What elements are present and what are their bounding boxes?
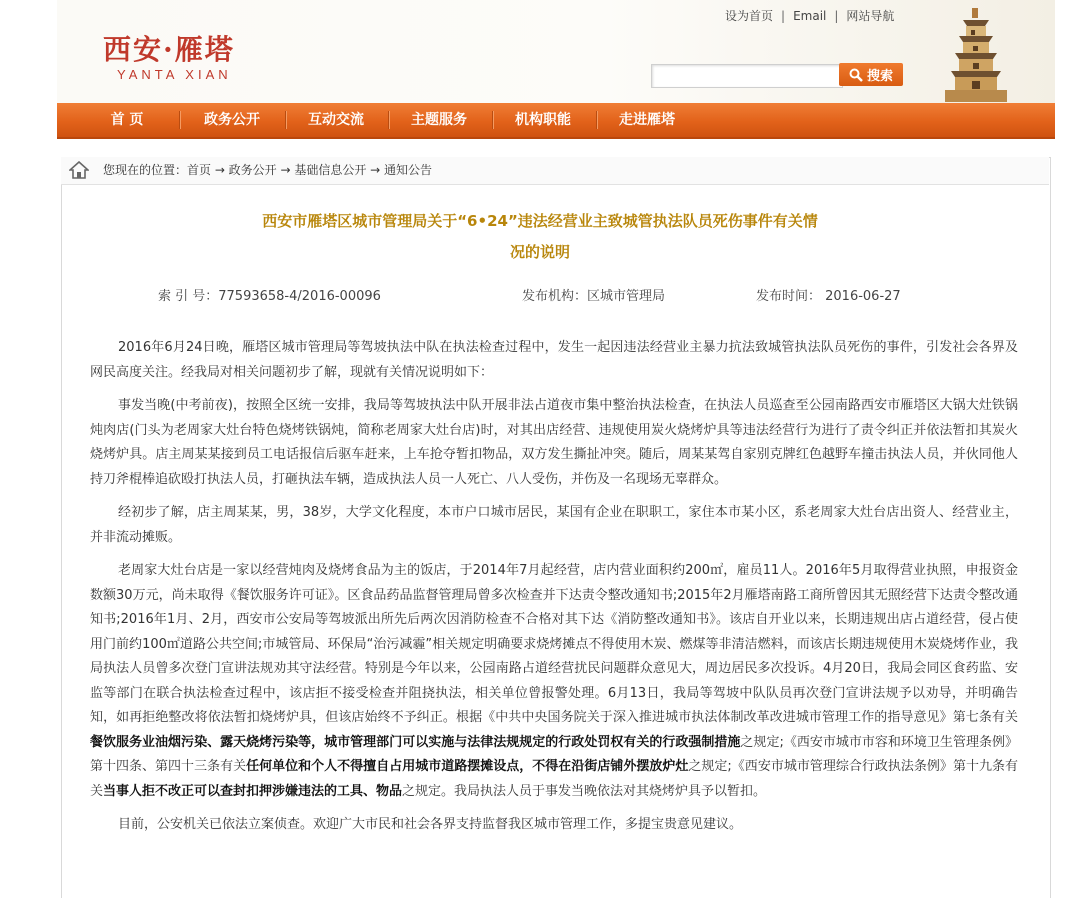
article-paragraph: 目前，公安机关已依法立案侦查。欢迎广大市民和社会各界支持监督我区城市管理工作，多提宝贵意见建议。: [118, 817, 743, 832]
search-button[interactable]: [839, 63, 903, 86]
bold-excerpt: 当事人拒不改正可以查封扣押涉嫌违法的工具、物品: [103, 783, 403, 799]
article-paragraph: 2016年6月24日晚，雁塔区城市管理局等驾坡执法中队在执法检查过程中，发生一起因违法经营业主暴力抗法致城管执法队员死伤的事件，引发社会各界及网民高度关注。经我局对相关问题初步了解，现就有关情况说明如下：: [90, 340, 1018, 380]
search-icon: [849, 68, 863, 82]
nav-services[interactable]: 主题服务: [411, 112, 467, 128]
article-title: [150, 206, 930, 268]
top-links: 设为首页 | Email | 网站导航: [725, 9, 895, 23]
article-body: [90, 336, 1018, 847]
article-paragraph: 事发当晚(中考前夜)，按照全区统一安排，我局等驾坡执法中队开展非法占道夜市集中整治执法检查，在执法人员巡查至公园南路西安市雁塔区大锅大灶铁锅炖肉店(门头为老周家大灶台特色烧烤铁锅炖，简称老周家大灶台店)时，对其出店经营、违规使用炭火烧烤炉具等违法经营行为进行了责令纠正并依法暂扣其炭火烧烤炉具。店主周某某接到员工电话报信后驱车赶来，上车抢夺暂扣物品，双方发生撕扯冲突。随后，周某某驾自家别克牌红色越野车撞击执法人员，并伙同他人持刀斧棍棒追砍殴打执法人员，打砸执法车辆，造成执法人员一人死亡、八人受伤，并伤及一名现场无辜群众。: [90, 398, 1018, 487]
search-button-label: 搜索: [866, 69, 893, 84]
paragraph-text: 老周家大灶台店是一家以经营炖肉及烧烤食品为主的饭店，于2014年7月起经营，店内营业面积约200㎡，雇员11人。2016年5月取得营业执照，申报资金数额30万元，尚未取得《餐饮服务许可证》。区食品药品监督管理局曾多次检查并下达责令整改通知书;2015年2月雁塔南路工商所曾因其无照经营下达责令整改通知书;2016年1月、2月，西安市公安局等驾坡派出所先后两次因消防检查不合格对其下达《消防整改通知书》。该店自开业以来，长期违规出店占道经营，侵占使用门前约100㎡道路公共空间;市城管局、环保局“治污减霾”相关规定明确要求烧烤摊点不得使用木炭、燃煤等非清洁燃料，而该店长期违规使用木炭烧烤作业，我局执法人员曾多次登门宣讲法规劝其守法经营。特别是今年以来，公园南路占道经营扰民问题群众意见大，周边居民多次投诉。4月20日，我局会同区食药监、安监等部门在联合执法检查过程中，该店拒不接受检查并阻挠执法，相关单位曾报警处理。6月13日，我局等驾坡中队队员再次登门宣讲法规予以劝导，并明确告知，如再拒绝整改将依法暂扣烧烤炉具，但该店始终不予纠正。根据《中共中央国务院关于深入推进城市执法体制改革改进城市管理工作的指导意见》第七条有关: [90, 563, 1018, 725]
paragraph-text: 之规定;《西安市城市管理综合行政执法条例》第十九条有关: [90, 759, 1018, 799]
search-input[interactable]: [651, 64, 843, 88]
bold-excerpt: 餐饮服务业油烟污染、露天烧烤污染等，城市管理部门可以实施与法律法规规定的行政处罚权有关的行政强制措施: [90, 734, 741, 750]
nav-gov-affairs[interactable]: 政务公开: [204, 112, 260, 128]
site-logo-title[interactable]: 西安·雁塔: [103, 33, 235, 66]
site-header: [57, 0, 1055, 103]
index-number: 索 引 号：77593658-4/2016-00096: [158, 289, 381, 304]
paragraph-text: 之规定;《西安市城市市容和环境卫生管理条例》第十四条、第四十三条有关: [90, 734, 1018, 774]
publish-time: 发布时间： 2016-06-27: [756, 289, 901, 304]
paragraph-text: 之规定。我局执法人员于事发当晚依法对其烧烤炉具予以暂扣。: [402, 783, 767, 799]
nav-home[interactable]: 首 页: [110, 112, 144, 128]
site-nav-link[interactable]: 网站导航: [846, 9, 895, 23]
article-title-line: 况的说明: [509, 243, 570, 261]
main-nav: [57, 103, 1055, 139]
bold-excerpt: 任何单位和个人不得擅自占用城市道路摆摊设点，不得在沿街店铺外摆放炉灶: [246, 759, 689, 774]
article-paragraph: 经初步了解，店主周某某，男，38岁，大学文化程度，本市户口城市居民，某国有企业在职职工，家住本市某小区，系老周家大灶台店出资人、经营业主，并非流动摊贩。: [90, 505, 1018, 545]
nav-institutions[interactable]: 机构职能: [515, 112, 571, 128]
publisher: 发布机构：区城市管理局: [522, 289, 666, 304]
breadcrumb: [61, 157, 1049, 185]
home-icon[interactable]: [69, 161, 89, 179]
email-link[interactable]: Email: [793, 9, 827, 23]
pagoda-icon: [937, 6, 1015, 102]
site-logo-subtitle: YANTA XIAN: [117, 67, 232, 82]
breadcrumb-text: 您现在的位置：首页 → 政务公开 → 基础信息公开 → 通知公告: [103, 163, 433, 177]
nav-divider: [179, 111, 181, 129]
article-title-line: 西安市雁塔区城市管理局关于“6•24”违法经营业主致城管执法队员死伤事件有关情: [262, 212, 818, 230]
article-paragraph: [90, 559, 1018, 804]
nav-interaction[interactable]: 互动交流: [308, 112, 364, 128]
nav-about-yanta[interactable]: 走进雁塔: [619, 112, 675, 128]
set-homepage-link[interactable]: 设为首页: [725, 9, 774, 23]
